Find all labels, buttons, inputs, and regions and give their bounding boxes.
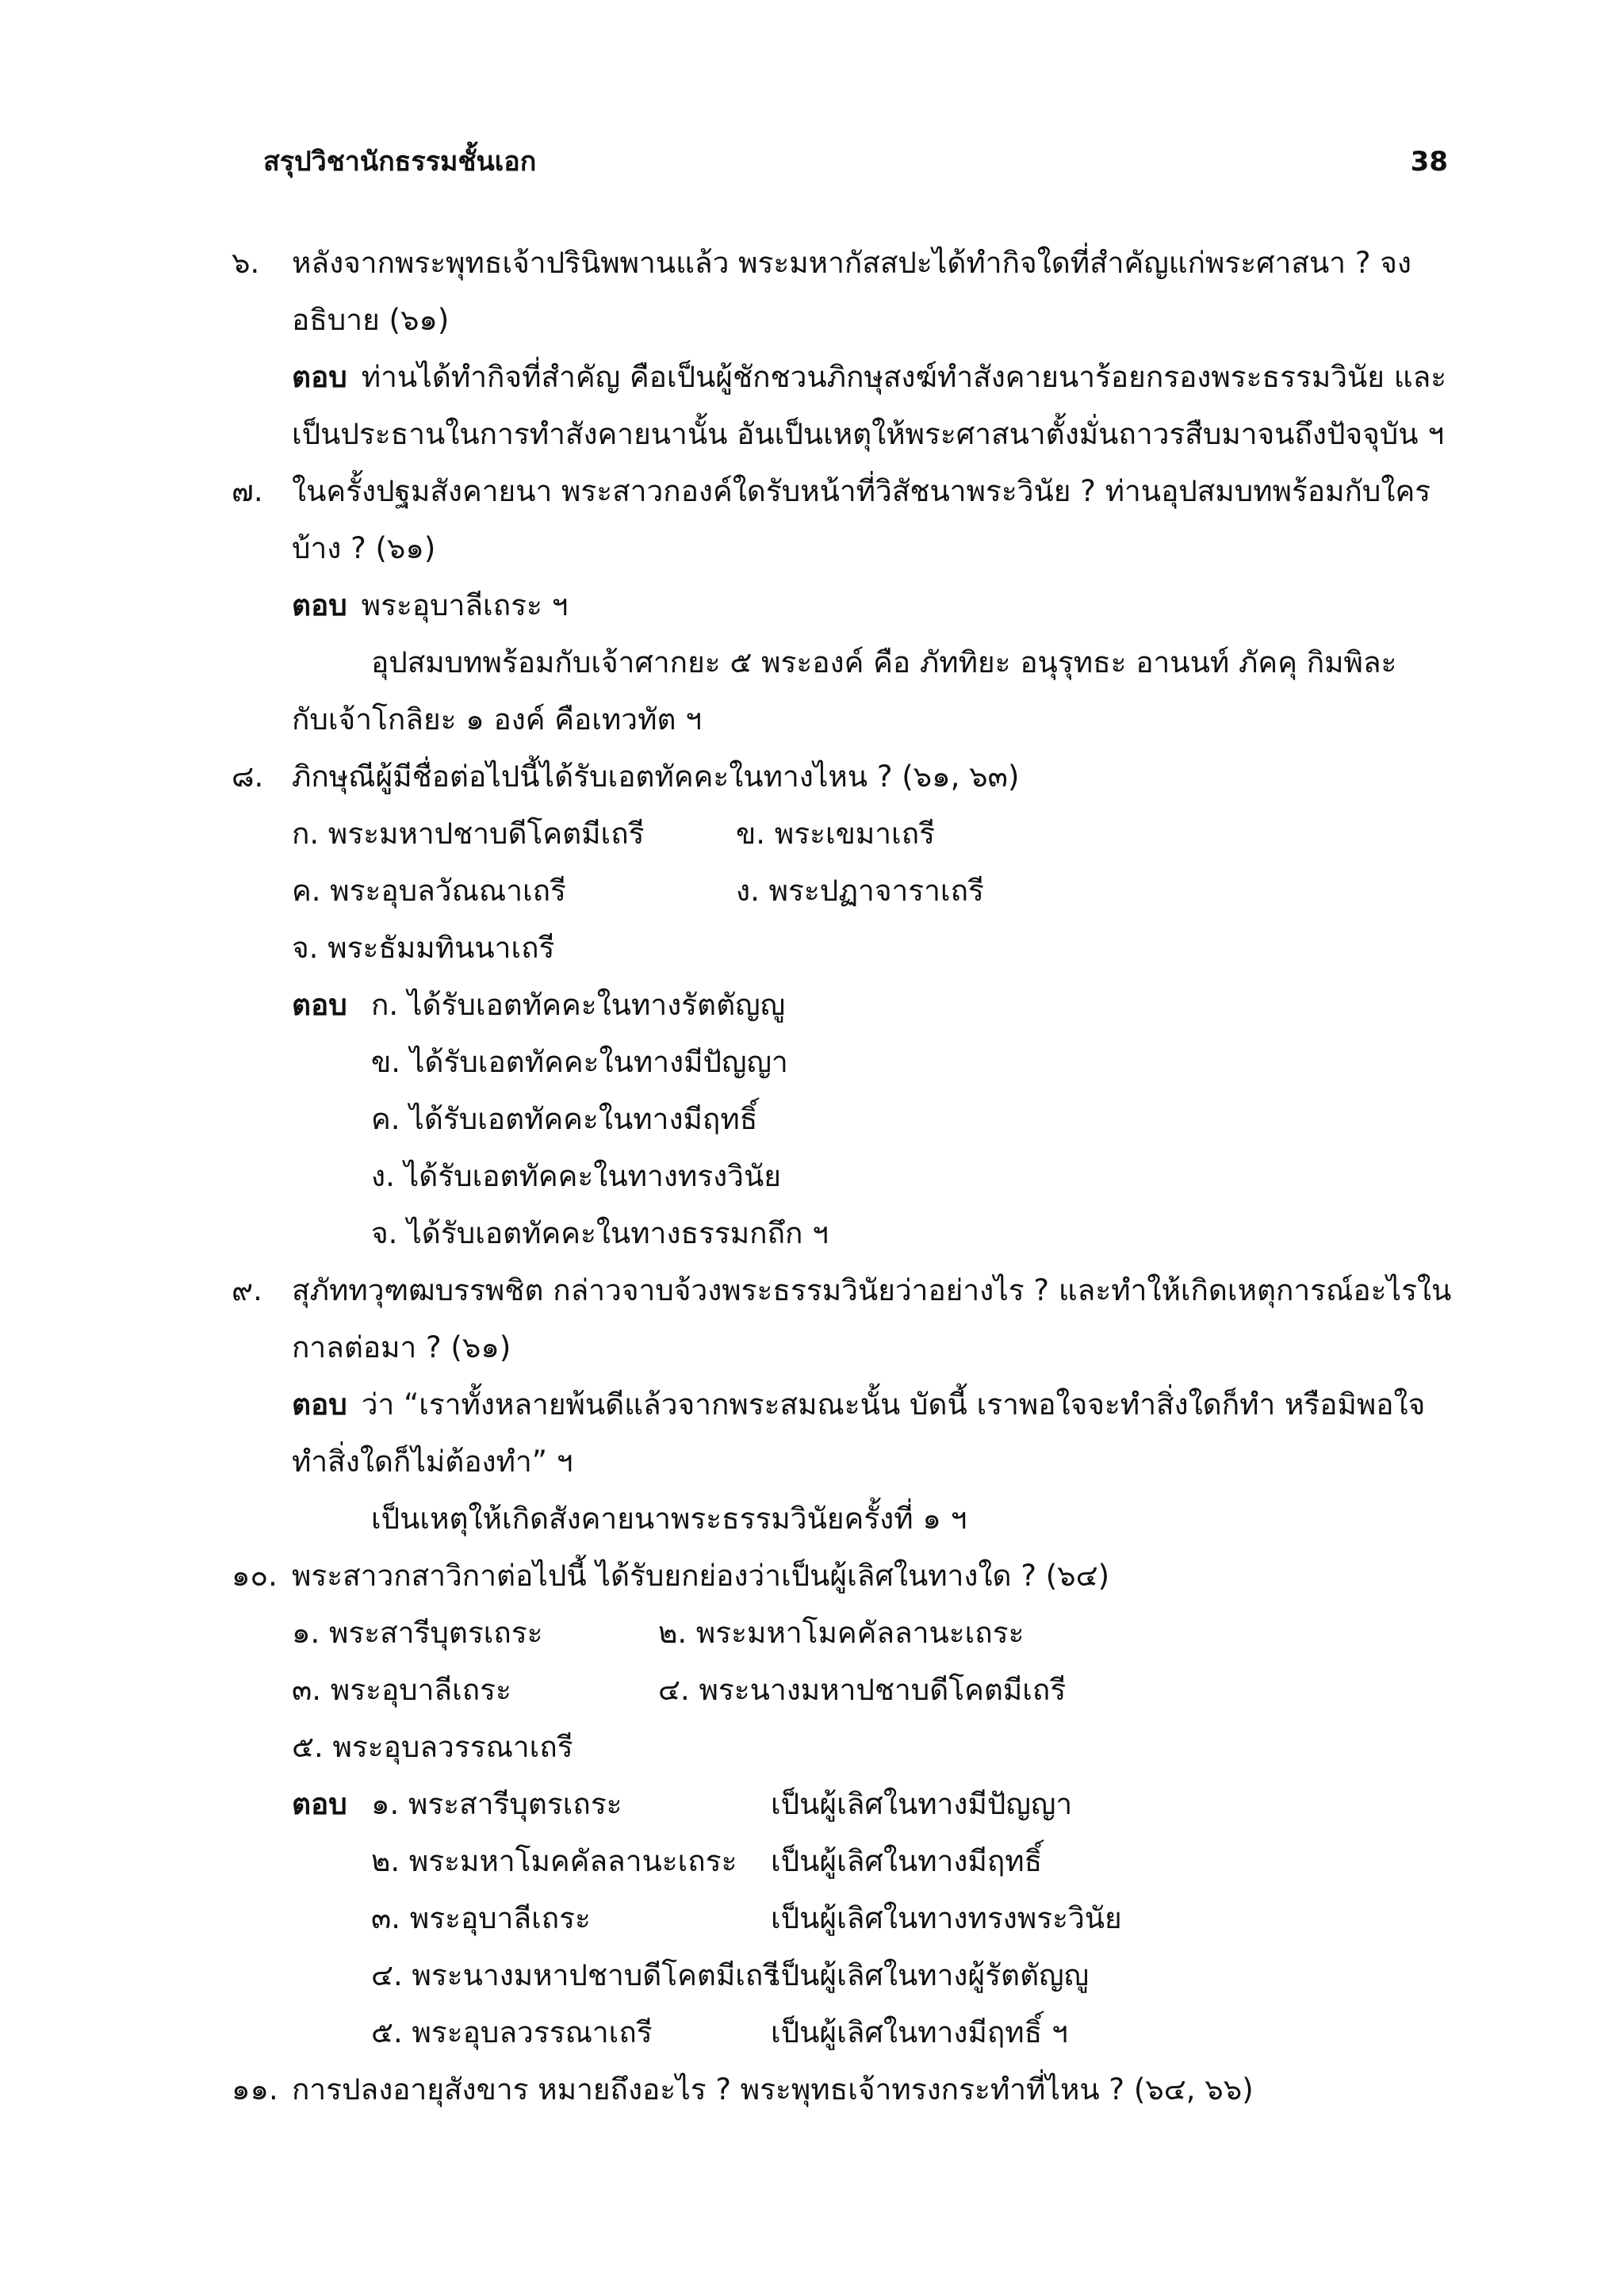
- question-number: ๙.: [232, 1273, 262, 1307]
- question-text: ในครั้งปฐมสังคายนา พระสาวกองค์ใดรับหน้าที่วิสัชนาพระวินัย ? ท่านอุปสมบทพร้อมกับใคร: [292, 474, 1431, 508]
- question-text: การปลงอายุสังขาร หมายถึงอะไร ? พระพุทธเจ้าทรงกระทำที่ไหน ? (๖๔, ๖๖): [292, 2072, 1254, 2107]
- answer-item: จ. ได้รับเอตทัคคะในทางธรรมกถึก ฯ: [371, 1216, 829, 1250]
- question-text: บ้าง ? (๖๑): [292, 531, 436, 565]
- answer-item: ข. ได้รับเอตทัคคะในทางมีปัญญา: [371, 1045, 788, 1079]
- answer-name: ๕. พระอุบลวรรณาเถรี: [371, 2015, 653, 2049]
- option-item: ๔. พระนางมหาปชาบดีโคตมีเถรี: [658, 1673, 1067, 1707]
- option-item: จ. พระธัมมทินนาเถรี: [292, 931, 555, 965]
- answer-desc: เป็นผู้เลิศในทางมีฤทธิ์: [771, 1844, 1043, 1878]
- answer-label: ตอบ: [292, 588, 347, 622]
- option-item: ๑. พระสารีบุตรเถระ: [292, 1616, 543, 1650]
- option-item: ง. พระปฏาจาราเถรี: [736, 874, 984, 908]
- question-number: ๑๑.: [232, 2072, 278, 2107]
- question-text: พระสาวกสาวิกาต่อไปนี้ ได้รับยกย่องว่าเป็นผู้เลิศในทางใด ? (๖๔): [292, 1559, 1110, 1593]
- answer-body: ท่านได้ทำกิจที่สำคัญ คือเป็นผู้ชักชวนภิกษุสงฆ์ทำสังคายนาร้อยกรองพระธรรมวินัย และ: [361, 360, 1447, 394]
- question-text: ภิกษุณีผู้มีชื่อต่อไปนี้ได้รับเอตทัคคะในทางไหน ? (๖๑, ๖๓): [292, 760, 1020, 794]
- question-text: สุภัททวุฑฒบรรพชิต กล่าวจาบจ้วงพระธรรมวินัยว่าอย่างไร ? และทำให้เกิดเหตุการณ์อะไรใน: [292, 1273, 1452, 1307]
- answer-text: เป็นเหตุให้เกิดสังคายนาพระธรรมวินัยครั้งที่ ๑ ฯ: [371, 1502, 967, 1536]
- answer-body: ว่า “เราทั้งหลายพ้นดีแล้วจากพระสมณะนั้น บัดนี้ เราพอใจจะทำสิ่งใดก็ทำ หรือมิพอใจ: [361, 1387, 1426, 1422]
- answer-text: เป็นประธานในการทำสังคายนานั้น อันเป็นเหตุให้พระศาสนาตั้งมั่นถาวรสืบมาจนถึงปัจจุบัน ฯ: [292, 417, 1445, 451]
- option-item: ๓. พระอุบาลีเถระ: [292, 1673, 511, 1707]
- answer-text: กับเจ้าโกลิยะ ๑ องค์ คือเทวทัต ฯ: [292, 702, 703, 737]
- answer-desc: เป็นผู้เลิศในทางมีฤทธิ์ ฯ: [771, 2015, 1068, 2049]
- answer-body: พระอุบาลีเถระ ฯ: [361, 588, 569, 622]
- answer-text: อุปสมบทพร้อมกับเจ้าศากยะ ๕ พระองค์ คือ ภัททิยะ อนุรุทธะ อานนท์ ภัคคุ กิมพิละ: [371, 645, 1397, 679]
- question-number: ๘.: [232, 760, 264, 794]
- answer-name: ๔. พระนางมหาปชาบดีโคตมีเถรี: [371, 1958, 779, 1992]
- question-number: ๗.: [232, 474, 263, 508]
- answer-item: ก. ได้รับเอตทัคคะในทางรัตตัญญู: [371, 988, 786, 1022]
- answer-desc: เป็นผู้เลิศในทางทรงพระวินัย: [771, 1901, 1122, 1935]
- question-number: ๑๐.: [232, 1559, 278, 1593]
- option-item: ค. พระอุบลวัณณาเถรี: [292, 874, 566, 908]
- answer-desc: เป็นผู้เลิศในทางผู้รัตตัญญู: [771, 1958, 1090, 1992]
- option-item: ข. พระเขมาเถรี: [736, 817, 935, 851]
- answer-text: [292, 357, 1446, 398]
- answer-label: ตอบ: [292, 1787, 347, 1821]
- answer-label: ตอบ: [292, 1387, 347, 1422]
- option-item: ก. พระมหาปชาบดีโคตมีเถรี: [292, 817, 645, 851]
- page-number: 38: [1410, 146, 1448, 178]
- answer-name: ๑. พระสารีบุตรเถระ: [371, 1787, 622, 1821]
- answer-name: ๓. พระอุบาลีเถระ: [371, 1901, 591, 1935]
- option-item: ๒. พระมหาโมคคัลลานะเถระ: [658, 1616, 1025, 1650]
- question-text: หลังจากพระพุทธเจ้าปรินิพพานแล้ว พระมหากัสสปะได้ทำกิจใดที่สำคัญแก่พระศาสนา ? จง: [292, 246, 1411, 280]
- answer-text: [292, 585, 568, 626]
- question-text: อธิบาย (๖๑): [292, 303, 450, 337]
- question-number: ๖.: [232, 246, 260, 280]
- answer-name: ๒. พระมหาโมคคัลลานะเถระ: [371, 1844, 737, 1878]
- answer-label: ตอบ: [292, 988, 347, 1022]
- answer-text: ทำสิ่งใดก็ไม่ต้องทำ” ฯ: [292, 1445, 573, 1479]
- question-text: กาลต่อมา ? (๖๑): [292, 1330, 511, 1364]
- page-header-title: สรุปวิชานักธรรมชั้นเอก: [263, 146, 537, 178]
- answer-item: ค. ได้รับเอตทัคคะในทางมีฤทธิ์: [371, 1102, 758, 1136]
- answer-item: ง. ได้รับเอตทัคคะในทางทรงวินัย: [371, 1159, 781, 1193]
- option-item: ๕. พระอุบลวรรณาเถรี: [292, 1730, 573, 1764]
- answer-text: [292, 1384, 1425, 1425]
- answer-label: ตอบ: [292, 360, 347, 394]
- answer-desc: เป็นผู้เลิศในทางมีปัญญา: [771, 1787, 1073, 1821]
